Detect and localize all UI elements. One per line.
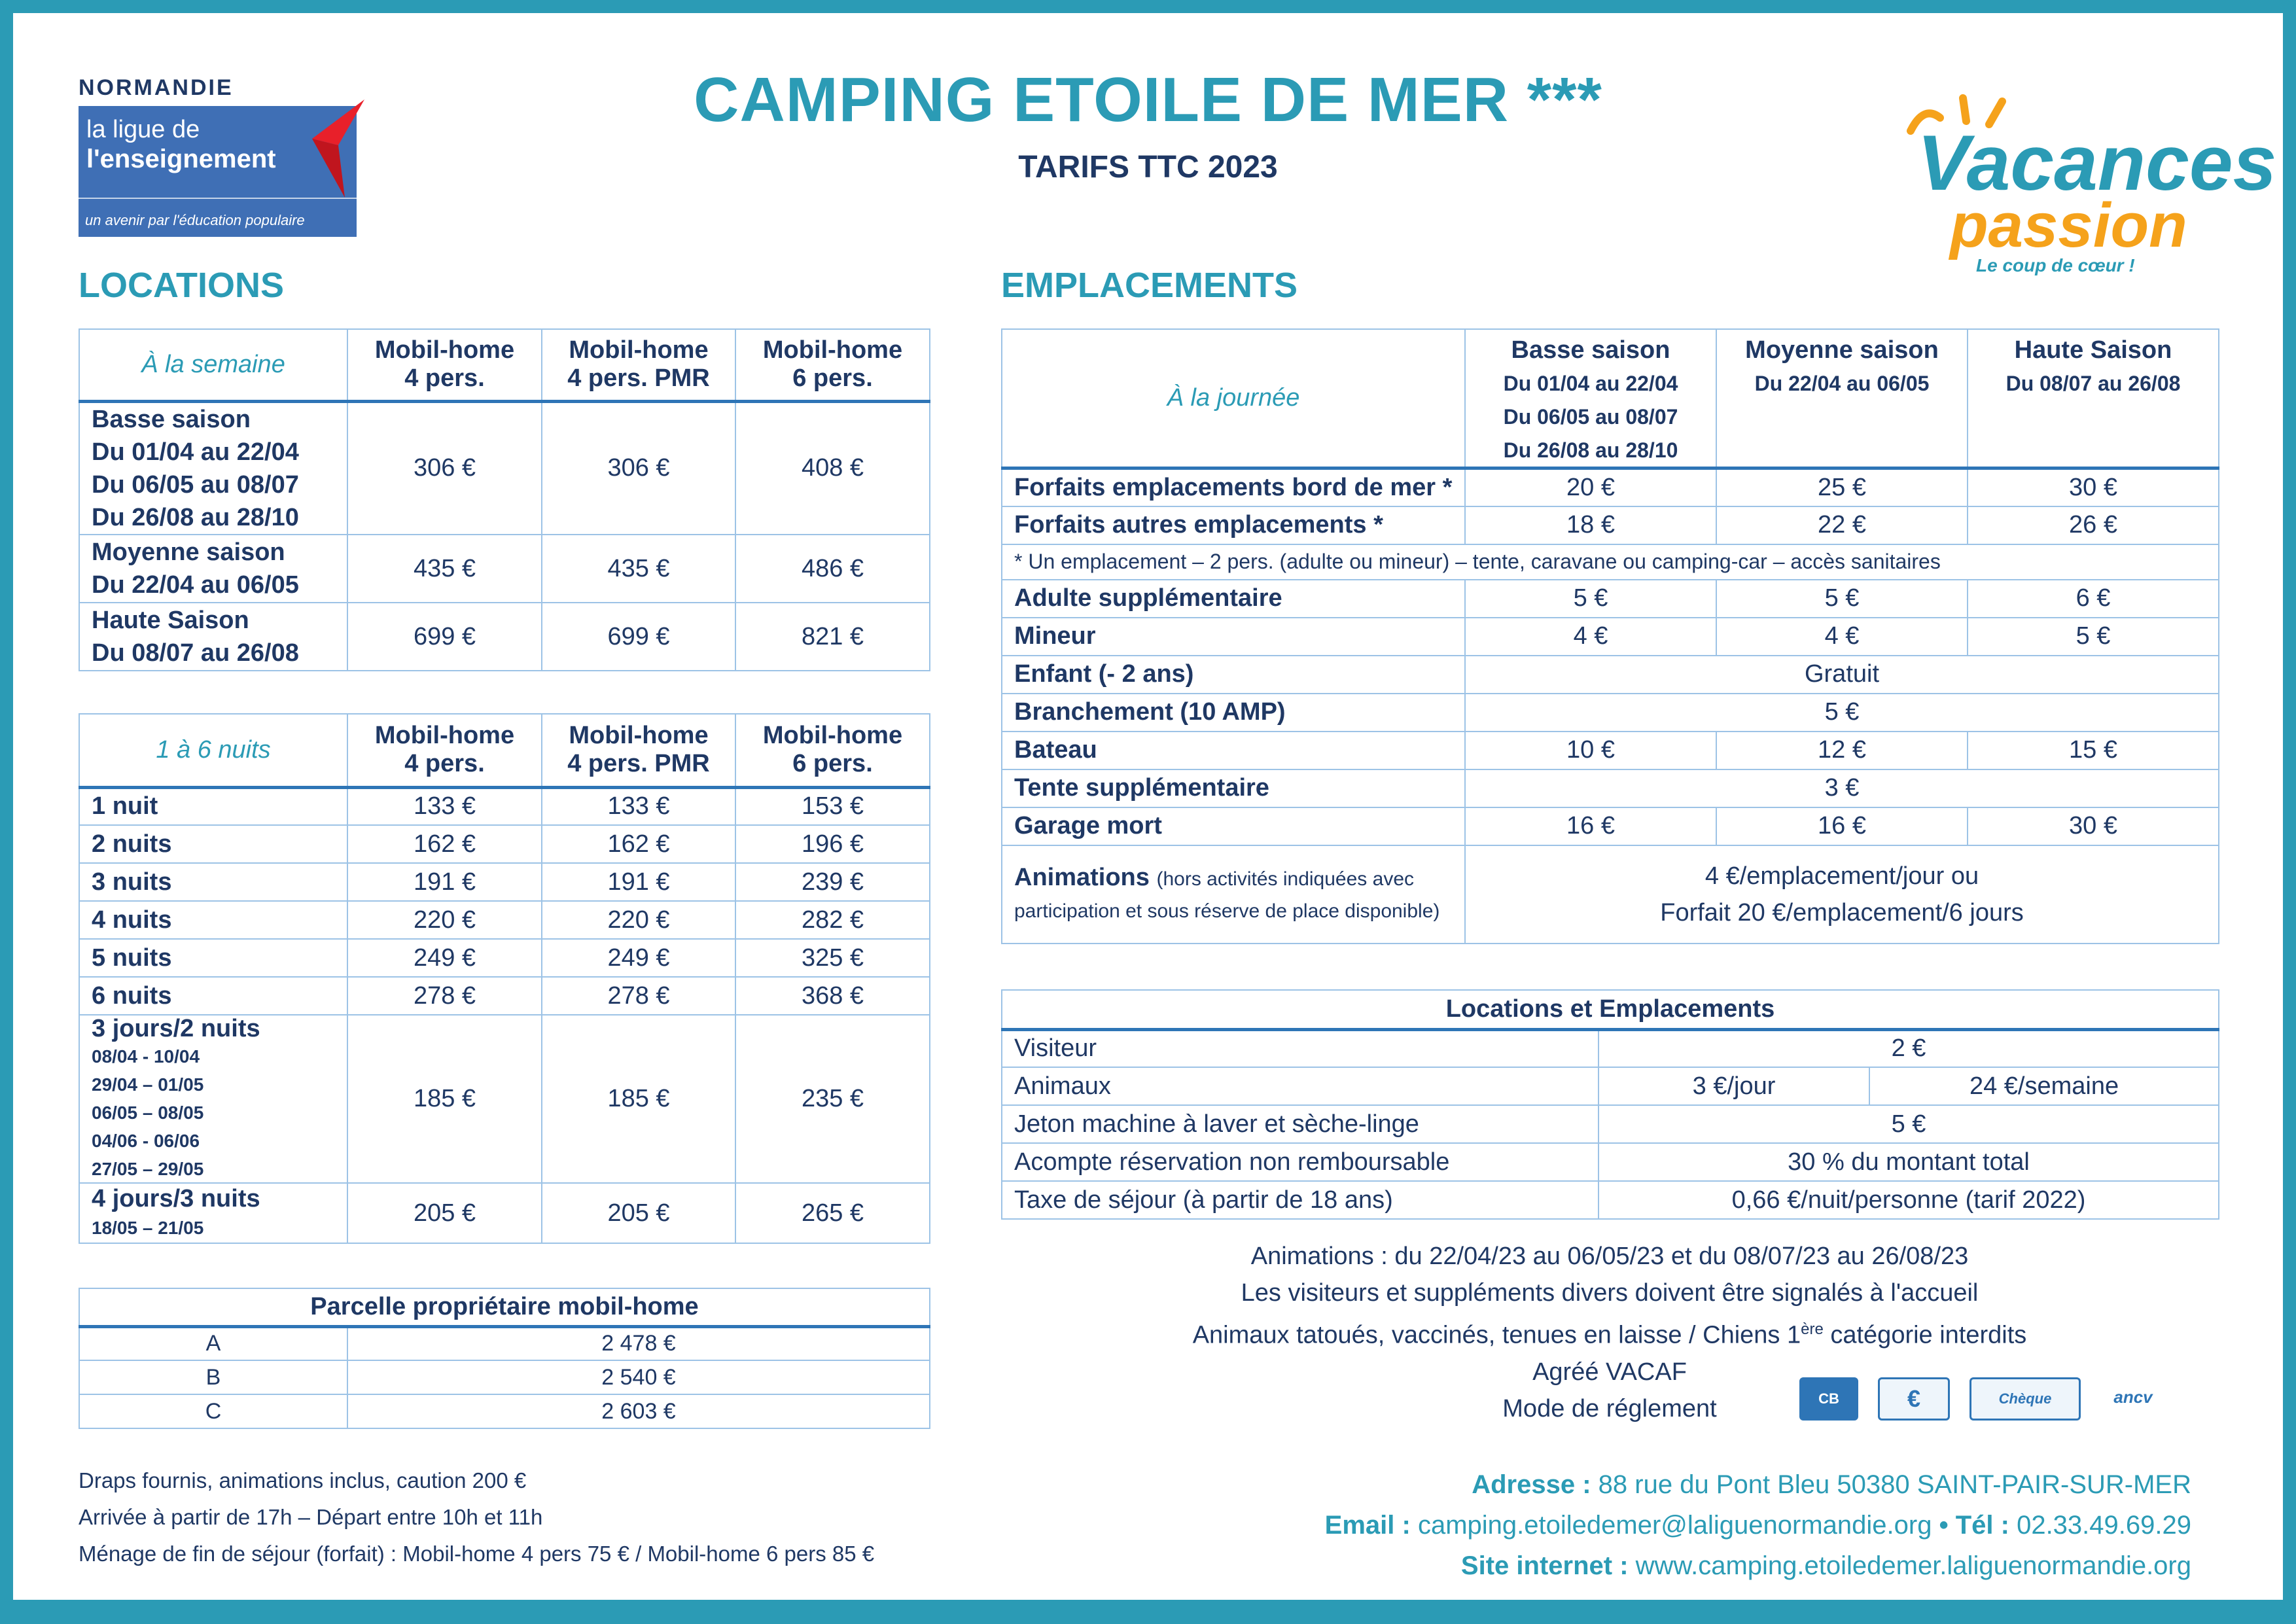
season-dates: Du 06/05 au 08/07	[1503, 405, 1678, 429]
table-row	[79, 977, 930, 1015]
page-subtitle: TARIFS TTC 2023	[1018, 150, 1278, 185]
info-line: Mode de réglement	[1502, 1394, 1717, 1422]
animations-label-cell	[1002, 845, 1465, 944]
fee-value: 24 €/semaine	[1869, 1067, 2219, 1105]
info-line: Agréé VACAF	[1532, 1358, 1687, 1386]
shared-fees-table	[1001, 989, 2219, 1220]
price-cell: 196 €	[735, 825, 930, 863]
price-cell: 20 €	[1465, 468, 1716, 506]
price-cell: 699 €	[347, 603, 542, 671]
parcel-label: A	[79, 1326, 347, 1360]
contact-block	[1325, 1464, 2191, 1586]
col-mh6-l2: 6 pers.	[792, 750, 873, 778]
info-animals-a: Animaux tatoués, vaccinés, tenues en laisse / Chiens 1	[1192, 1321, 1801, 1349]
price-cell: 278 €	[542, 977, 735, 1015]
price-cell: 235 €	[735, 1015, 930, 1183]
price-cell: 205 €	[542, 1183, 735, 1243]
shared-title: Locations et Emplacements	[1002, 990, 2219, 1029]
note-line: Ménage de fin de séjour (forfait) : Mobil-home 4 pers 75 € / Mobil-home 6 pers 85 €	[79, 1542, 875, 1566]
price-cell: 15 €	[1968, 732, 2219, 769]
price-cell: 185 €	[542, 1015, 735, 1183]
season-dates: Du 22/04 au 06/05	[1754, 372, 1930, 395]
table-row	[1002, 807, 2219, 845]
table-row	[1002, 1143, 2219, 1181]
price-cell: 162 €	[347, 825, 542, 863]
animations-price-cell	[1465, 845, 2219, 944]
season-name: Moyenne saison	[1745, 336, 1939, 364]
price-cell: 26 €	[1968, 506, 2219, 544]
price-cell: 265 €	[735, 1183, 930, 1243]
table-row	[79, 787, 930, 825]
table-row	[79, 1015, 930, 1183]
animations-price-line1: 4 €/emplacement/jour ou	[1704, 862, 1979, 890]
parcel-header-row	[79, 1288, 930, 1326]
address-label: Adresse :	[1472, 1470, 1591, 1499]
season-dates: Du 06/05 au 08/07	[92, 470, 299, 499]
season-dates: Du 26/08 au 28/10	[1503, 438, 1678, 462]
fee-label: Acompte réservation non remboursable	[1002, 1143, 1598, 1181]
price-cell: 22 €	[1716, 506, 1968, 544]
col-haute-saison	[1968, 329, 2219, 468]
price-cell: 699 €	[542, 603, 735, 671]
row-label: Branchement (10 AMP)	[1002, 694, 1465, 732]
price-cell: 249 €	[542, 939, 735, 977]
season-dates: Du 01/04 au 22/04	[92, 438, 299, 466]
col-moyenne-saison	[1716, 329, 1968, 468]
page-title: CAMPING ETOILE DE MER ***	[694, 65, 1602, 135]
price-cell: Gratuit	[1465, 656, 2219, 694]
season-dates: Du 22/04 au 06/05	[92, 571, 299, 599]
fee-value: 5 €	[1598, 1105, 2219, 1143]
logo-tagline: un avenir par l'éducation populaire	[85, 212, 305, 228]
ancv-icon: ancv	[2113, 1387, 2153, 1407]
emplacements-header-row	[1002, 329, 2219, 468]
animations-detail: (hors activités indiquées avec participation et sous réserve de place disponible)	[1014, 868, 1440, 922]
col-mh4	[347, 329, 542, 401]
price-cell: 205 €	[347, 1183, 542, 1243]
package-dates: 06/05 – 08/05	[92, 1103, 204, 1123]
row-label: Enfant (- 2 ans)	[1002, 656, 1465, 694]
table-row	[79, 1326, 930, 1360]
col-mh6	[735, 714, 930, 787]
price-cell: 4 €	[1465, 618, 1716, 656]
week-price-table	[79, 328, 930, 671]
col-mh4pmr-l1: Mobil-home	[569, 722, 709, 750]
week-header-row	[79, 329, 930, 401]
col-mh4-l2: 4 pers.	[404, 750, 485, 778]
separator: •	[1939, 1511, 1949, 1540]
price-cell: 278 €	[347, 977, 542, 1015]
row-label	[79, 1183, 347, 1243]
table-row	[1002, 618, 2219, 656]
price-cell: 435 €	[347, 535, 542, 603]
locations-notes	[79, 1462, 874, 1572]
parcel-price: 2 603 €	[347, 1394, 930, 1428]
email-line	[1325, 1505, 2191, 1545]
col-basse-saison	[1465, 329, 1716, 468]
col-mh4pmr	[542, 714, 735, 787]
table-row	[1002, 769, 2219, 807]
price-cell: 220 €	[347, 901, 542, 939]
fee-value: 30 % du montant total	[1598, 1143, 2219, 1181]
row-label: Forfaits autres emplacements *	[1002, 506, 1465, 544]
row-label: Garage mort	[1002, 807, 1465, 845]
parcel-table	[79, 1288, 930, 1429]
logo-line1: la ligue de	[86, 116, 200, 143]
table-row	[1002, 732, 2219, 769]
row-label: 4 nuits	[79, 901, 347, 939]
row-label: Tente supplémentaire	[1002, 769, 1465, 807]
week-header-label: À la semaine	[79, 329, 347, 401]
table-row	[1002, 1105, 2219, 1143]
table-row	[79, 825, 930, 863]
price-cell: 325 €	[735, 939, 930, 977]
fee-value: 2 €	[1598, 1029, 2219, 1067]
parcel-price: 2 540 €	[347, 1360, 930, 1394]
credit-card-icon: CB	[1799, 1377, 1858, 1421]
col-mh6	[735, 329, 930, 401]
info-animals-sup: ère	[1801, 1320, 1824, 1338]
address-line	[1325, 1464, 2191, 1505]
price-cell: 249 €	[347, 939, 542, 977]
package-dates: 18/05 – 21/05	[92, 1217, 204, 1238]
table-row	[79, 401, 930, 535]
row-label: 3 nuits	[79, 863, 347, 901]
table-row	[79, 1183, 930, 1243]
col-mh6-l2: 6 pers.	[792, 364, 873, 393]
price-cell: 239 €	[735, 863, 930, 901]
logo-word-passion: passion	[1950, 190, 2187, 260]
season-name: Basse saison	[92, 405, 251, 433]
package-dates: 27/05 – 29/05	[92, 1159, 204, 1179]
price-cell: 821 €	[735, 603, 930, 671]
table-row	[1002, 694, 2219, 732]
row-label: Forfaits emplacements bord de mer *	[1002, 468, 1465, 506]
table-row	[1002, 1181, 2219, 1219]
table-row	[79, 1394, 930, 1428]
price-cell: 16 €	[1716, 807, 1968, 845]
price-cell: 368 €	[735, 977, 930, 1015]
col-mh4pmr	[542, 329, 735, 401]
site-line	[1325, 1545, 2191, 1586]
note-line: Draps fournis, animations inclus, caution 200 €	[79, 1468, 527, 1492]
logo-stripe	[79, 198, 357, 199]
price-cell: 5 €	[1465, 580, 1716, 618]
price-cell: 5 €	[1465, 694, 2219, 732]
season-name: Haute Saison	[2014, 336, 2172, 364]
shared-header-row	[1002, 990, 2219, 1029]
price-cell: 133 €	[347, 787, 542, 825]
price-cell: 25 €	[1716, 468, 1968, 506]
emplacements-header-label: À la journée	[1002, 329, 1465, 468]
info-line-animals	[1001, 1311, 2218, 1354]
price-cell: 185 €	[347, 1015, 542, 1183]
row-label: 6 nuits	[79, 977, 347, 1015]
package-dates: 04/06 - 06/06	[92, 1131, 200, 1151]
row-label: Mineur	[1002, 618, 1465, 656]
logo-line2: l'enseignement	[86, 145, 276, 173]
price-cell: 6 €	[1968, 580, 2219, 618]
price-cell: 10 €	[1465, 732, 1716, 769]
col-mh4	[347, 714, 542, 787]
table-row	[79, 535, 930, 603]
logo-word-vacances: Vacances	[1917, 119, 2277, 207]
emplacements-heading: EMPLACEMENTS	[1001, 266, 1298, 305]
row-label: 2 nuits	[79, 825, 347, 863]
info-line: Les visiteurs et suppléments divers doivent être signalés à l'accueil	[1241, 1279, 1979, 1307]
price-cell: 30 €	[1968, 468, 2219, 506]
col-mh6-l1: Mobil-home	[762, 336, 903, 364]
season-name: Basse saison	[1511, 336, 1670, 364]
site-label: Site internet :	[1460, 1551, 1629, 1580]
fee-label: Jeton machine à laver et sèche-linge	[1002, 1105, 1598, 1143]
price-cell: 486 €	[735, 535, 930, 603]
table-row	[1002, 468, 2219, 506]
table-row	[79, 939, 930, 977]
fee-value: 0,66 €/nuit/personne (tarif 2022)	[1598, 1181, 2219, 1219]
info-animals-b: catégorie interdits	[1823, 1321, 2027, 1349]
table-row	[1002, 1029, 2219, 1067]
emplacements-table	[1001, 328, 2219, 944]
parcel-title: Parcelle propriétaire mobil-home	[79, 1288, 930, 1326]
nights-header-label: 1 à 6 nuits	[79, 714, 347, 787]
table-row	[1002, 1067, 2219, 1105]
price-cell: 306 €	[347, 401, 542, 535]
parcel-label: C	[79, 1394, 347, 1428]
tel-value: 02.33.49.69.29	[2017, 1511, 2191, 1540]
table-row	[79, 603, 930, 671]
season-dates: Du 08/07 au 26/08	[2005, 372, 2181, 395]
parcel-label: B	[79, 1360, 347, 1394]
price-cell: 162 €	[542, 825, 735, 863]
logo-region: NORMANDIE	[79, 75, 234, 100]
animations-row	[1002, 845, 2219, 944]
address-value: 88 rue du Pont Bleu 50380 SAINT-PAIR-SUR-MER	[1598, 1470, 2191, 1499]
row-label: 1 nuit	[79, 787, 347, 825]
fee-label: Animaux	[1002, 1067, 1598, 1105]
package-dates: 08/04 - 10/04	[92, 1046, 200, 1067]
logo-tagline-coeur: Le coup de cœur !	[1976, 255, 2135, 275]
col-mh4-l1: Mobil-home	[374, 722, 515, 750]
price-cell: 5 €	[1968, 618, 2219, 656]
table-row	[79, 863, 930, 901]
fee-label: Visiteur	[1002, 1029, 1598, 1067]
payment-icons	[1799, 1377, 2166, 1430]
col-mh4-l2: 4 pers.	[404, 364, 485, 393]
row-label	[79, 603, 347, 671]
animations-price-line2: Forfait 20 €/emplacement/6 jours	[1660, 898, 2024, 927]
season-name: Haute Saison	[92, 607, 249, 634]
season-dates: Du 01/04 au 22/04	[1503, 372, 1678, 395]
season-name: Moyenne saison	[92, 538, 285, 566]
table-row	[1002, 656, 2219, 694]
row-label	[79, 535, 347, 603]
price-cell: 4 €	[1716, 618, 1968, 656]
row-label: Bateau	[1002, 732, 1465, 769]
price-cell: 133 €	[542, 787, 735, 825]
price-cell: 220 €	[542, 901, 735, 939]
price-cell: 16 €	[1465, 807, 1716, 845]
row-label: 5 nuits	[79, 939, 347, 977]
footnote: * Un emplacement – 2 pers. (adulte ou mineur) – tente, caravane ou camping-car – accès sanitaires	[1002, 544, 2219, 580]
table-row	[79, 1360, 930, 1394]
email-link[interactable]: camping.etoiledemer@laliguenormandie.org	[1417, 1511, 1932, 1540]
row-label	[79, 401, 347, 535]
fee-value: 3 €/jour	[1598, 1067, 1869, 1105]
price-cell: 18 €	[1465, 506, 1716, 544]
package-dates: 29/04 – 01/05	[92, 1074, 204, 1095]
price-sheet	[13, 13, 2283, 1600]
cash-icon: €	[1878, 1377, 1950, 1421]
package-name: 3 jours/2 nuits	[92, 1015, 260, 1042]
locations-heading: LOCATIONS	[79, 266, 284, 305]
nights-header-row	[79, 714, 930, 787]
season-dates: Du 26/08 au 28/10	[92, 503, 299, 531]
price-cell: 3 €	[1465, 769, 2219, 807]
cheque-icon: Chèque	[1969, 1377, 2081, 1421]
price-cell: 306 €	[542, 401, 735, 535]
nights-price-table	[79, 713, 930, 1244]
col-mh4pmr-l2: 4 pers. PMR	[567, 750, 710, 778]
package-name: 4 jours/3 nuits	[92, 1184, 260, 1212]
table-row	[1002, 506, 2219, 544]
price-cell: 282 €	[735, 901, 930, 939]
footnote-row	[1002, 544, 2219, 580]
price-cell: 408 €	[735, 401, 930, 535]
table-row	[79, 901, 930, 939]
note-line: Arrivée à partir de 17h – Départ entre 10h et 11h	[79, 1505, 543, 1529]
col-mh4pmr-l1: Mobil-home	[569, 336, 709, 364]
col-mh6-l1: Mobil-home	[762, 722, 903, 750]
parcel-price: 2 478 €	[347, 1326, 930, 1360]
price-cell: 5 €	[1716, 580, 1968, 618]
price-cell: 30 €	[1968, 807, 2219, 845]
table-row	[1002, 580, 2219, 618]
row-label	[79, 1015, 347, 1183]
price-cell: 153 €	[735, 787, 930, 825]
col-mh4-l1: Mobil-home	[374, 336, 515, 364]
row-label: Adulte supplémentaire	[1002, 580, 1465, 618]
vacances-passion-logo	[1891, 92, 2277, 275]
animations-label: Animations	[1014, 863, 1150, 891]
site-link[interactable]: www.camping.etoiledemer.laliguenormandie.org	[1635, 1551, 2191, 1580]
price-cell: 191 €	[542, 863, 735, 901]
tel-label: Tél :	[1955, 1511, 2009, 1540]
price-cell: 191 €	[347, 863, 542, 901]
fee-label: Taxe de séjour (à partir de 18 ans)	[1002, 1181, 1598, 1219]
price-cell: 435 €	[542, 535, 735, 603]
info-line: Animations : du 22/04/23 au 06/05/23 et du 08/07/23 au 26/08/23	[1250, 1243, 1969, 1270]
email-label: Email :	[1324, 1511, 1411, 1540]
price-cell: 12 €	[1716, 732, 1968, 769]
season-dates: Du 08/07 au 26/08	[92, 639, 299, 667]
col-mh4pmr-l2: 4 pers. PMR	[567, 364, 710, 393]
